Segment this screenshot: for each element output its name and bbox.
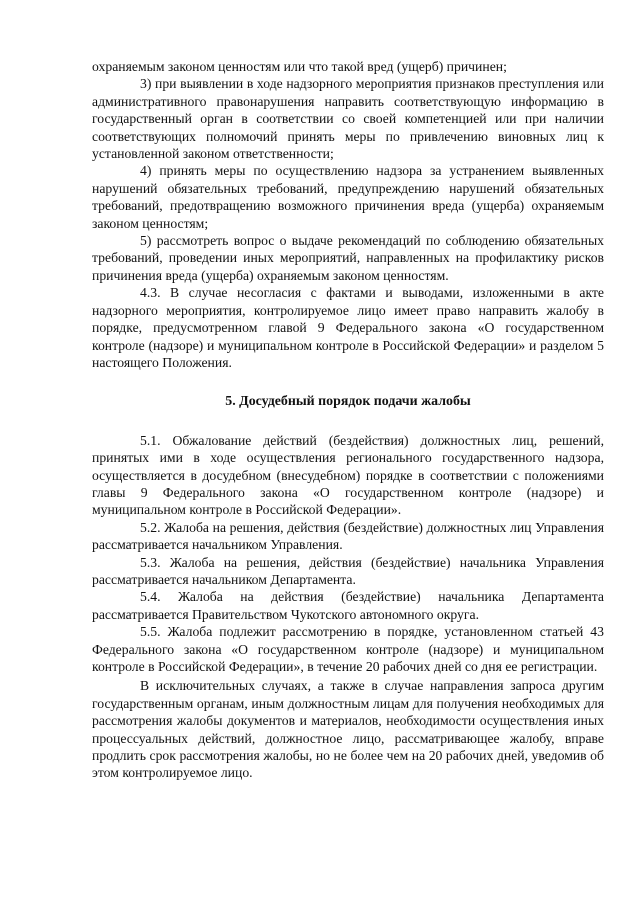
paragraph-5-4: 5.4. Жалоба на действия (бездействие) начальника Департамента рассматривается Правительством Чукотского автономного округа. — [92, 589, 604, 622]
document-page — [92, 58, 604, 782]
section-heading: 5. Досудебный порядок подачи жалобы — [225, 394, 471, 410]
paragraph-item-3: 3) при выявлении в ходе надзорного мероприятия признаков преступления или административного правонарушения направить соответствующую информацию в государственный орган в соответствии со своей компетенцией или при наличии соответствующих полномочий принять меры по привлечению виновных лиц к установленной законом ответственности; — [92, 76, 604, 162]
paragraph-5-2: 5.2. Жалоба на решения, действия (бездействие) должностных лиц Управления рассматривается начальником Управления. — [92, 519, 604, 553]
paragraph-5-5: 5.5. Жалоба подлежит рассмотрению в порядке, установленном статьей 43 Федерального закона «О государственном контроле (надзоре) и муниципальном контроле в Российской Федерации», в течение 20 рабочих дней со дня ее регистрации. — [92, 624, 604, 674]
paragraph-5-3: 5.3. Жалоба на решения, действия (бездействие) начальника Управления рассматривается начальником Департамента. — [92, 554, 604, 587]
paragraph-exceptional-cases: В исключительных случаях, а также в случае направления запроса другим государственным органам, иным должностным лицам для получения необходимых для рассмотрения жалобы документов и материалов, необходимости осуществления иных процессуальных действий, должностное лицо, рассматривающее жалобу, вправе продлить срок рассмотрения жалобы, но не более чем на 20 рабочих дней, уведомив об этом контролируемое лицо. — [92, 678, 604, 781]
paragraph-5-1: 5.1. Обжалование действий (бездействия) должностных лиц, решений, принятых ими в ходе осуществления регионального государственного надзора, осуществляется в досудебном (внесудебном) порядке в соответствии с положениями главы 9 Федерального закона «О государственном контроле (надзоре) и муниципальном контроле в Российской Федерации». — [92, 432, 604, 518]
paragraph-item-5: 5) рассмотреть вопрос о выдаче рекомендаций по соблюдению обязательных требований, проведении иных мероприятий, направленных на профилактику рисков причинения вреда (ущерба) охраняемым законом ценностям. — [92, 233, 604, 283]
paragraph-continuation: охраняемым законом ценностям или что такой вред (ущерб) причинен; — [92, 59, 507, 74]
paragraph-item-4: 4) принять меры по осуществлению надзора за устранением выявленных нарушений обязательных требований, предупреждению нарушений обязательных требований, предотвращению возможного причинения вреда (ущерба) охраняемым законом ценностям; — [92, 163, 604, 231]
paragraph-4-3: 4.3. В случае несогласия с фактами и выводами, изложенными в акте надзорного мероприятия, контролируемое лицо имеет право направить жалобу в порядке, предусмотренном главой 9 Федерального закона «О государственном контроле (надзоре) и муниципальном контроле в Российской Федерации» и разделом 5 настоящего Положения. — [92, 285, 604, 370]
